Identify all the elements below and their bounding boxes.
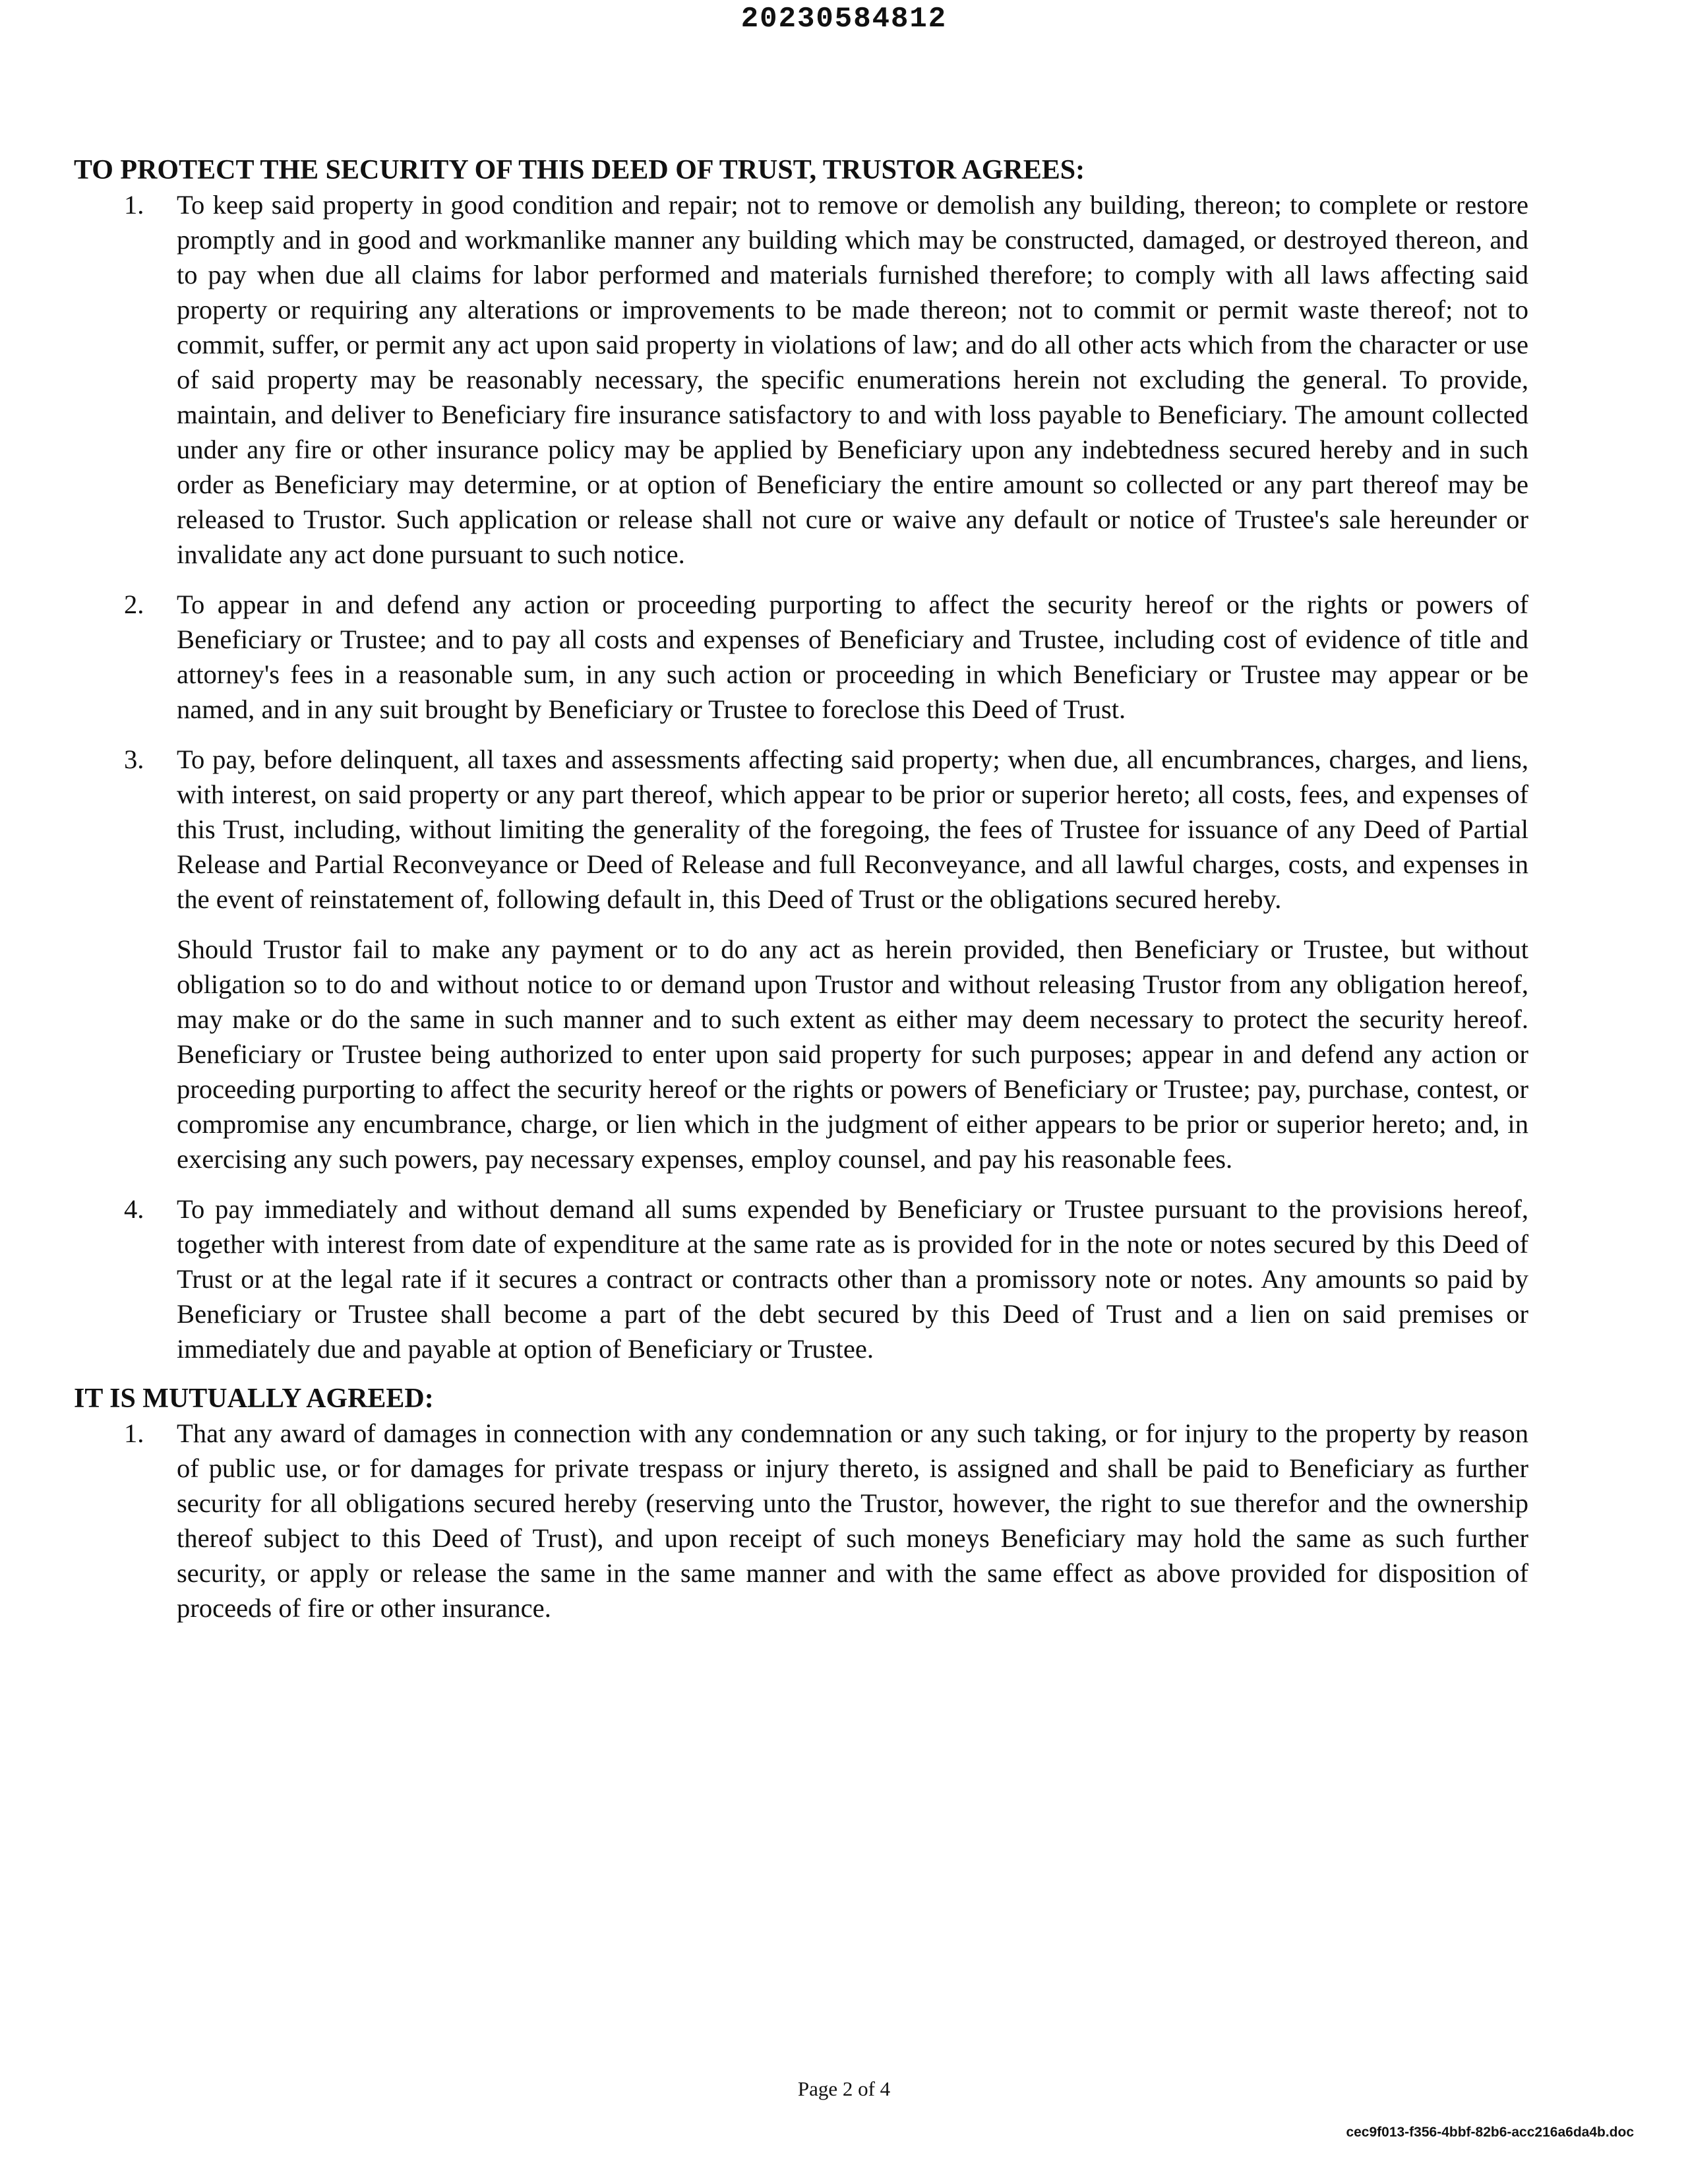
list-item [74, 1192, 1528, 1366]
item-number: 3. [124, 744, 144, 774]
document-body [74, 153, 1528, 1641]
item-subparagraph: Should Trustor fail to make any payment or to do any act as herein provided, then Beneficiary or Trustee, but without obligation so to do and without notice to or demand upon Trustor and without releasing Trustor from any obligation hereof, may make or do the same in such manner and to such extent as either may deem necessary to protect the security hereof. Beneficiary or Trustee being authorized to enter upon said property for such purposes; appear in and defend any action or proceeding purporting to affect the security hereof or the rights or powers of Beneficiary or Trustee; pay, purchase, contest, or compromise any encumbrance, charge, or lien which in the judgment of either appears to be prior or superior hereto; and, in exercising any such powers, pay necessary expenses, employ counsel, and pay his reasonable fees. [177, 934, 1528, 1174]
item-number: 1. [124, 190, 144, 220]
file-name: cec9f013-f356-4bbf-82b6-acc216a6da4b.doc [1346, 2125, 1634, 2140]
list-item [74, 187, 1528, 572]
item-number: 1. [124, 1418, 144, 1448]
item-number: 4. [124, 1194, 144, 1224]
item-number: 2. [124, 590, 144, 619]
trustor-agrees-list [74, 187, 1528, 1366]
list-item [74, 742, 1528, 1176]
page-number: Page 2 of 4 [797, 2077, 891, 2100]
item-text: To appear in and defend any action or proceeding purporting to affect the security hereof or the rights or powers of Beneficiary or Trustee; and to pay all costs and expenses of Beneficiary and Trustee, including cost of evidence of title and attorney's fees in a reasonable sum, in any such action or proceeding in which Beneficiary or Trustee may appear or be named, and in any suit brought by Beneficiary or Trustee to foreclose this Deed of Trust. [177, 590, 1528, 724]
item-text: To keep said property in good condition and repair; not to remove or demolish any building, thereon; to complete or restore promptly and in good and workmanlike manner any building which may be constructed, damaged, or destroyed thereon, and to pay when due all claims for labor performed and materials furnished therefore; to comply with all laws affecting said property or requiring any alterations or improvements to be made thereon; not to commit or permit waste thereof; not to commit, suffer, or permit any act upon said property in violations of law; and do all other acts which from the character or use of said property may be reasonably necessary, the specific enumerations herein not excluding the general. To provide, maintain, and deliver to Beneficiary fire insurance satisfactory to and with loss payable to Beneficiary. The amount collected under any fire or other insurance policy may be applied by Beneficiary upon any indebtedness secured hereby and in such order as Beneficiary may determine, or at option of Beneficiary the entire amount so collected or any part thereof may be released to Trustor. Such application or release shall not cure or waive any default or notice of Trustee's sale hereunder or invalidate any act done pursuant to such notice. [177, 190, 1528, 569]
item-text: That any award of damages in connection with any condemnation or any such taking, or for injury to the property by reason of public use, or for damages for private trespass or injury thereto, is assigned and shall be paid to Beneficiary as further security for all obligations secured hereby (reserving unto the Trustor, however, the right to sue therefor and the ownership thereof subject to this Deed of Trust), and upon receipt of such moneys Beneficiary may hold the same as such further security, or apply or release the same in the same manner and with the same effect as above provided for disposition of proceeds of fire or other insurance. [177, 1418, 1528, 1623]
item-text: To pay immediately and without demand all sums expended by Beneficiary or Trustee pursuant to the provisions hereof, together with interest from date of expenditure at the same rate as is provided for in the note or notes secured by this Deed of Trust or at the legal rate if it secures a contract or contracts other than a promissory note or notes. Any amounts so paid by Beneficiary or Trustee shall become a part of the debt secured by this Deed of Trust and a lien on said premises or immediately due and payable at option of Beneficiary or Trustee. [177, 1194, 1528, 1364]
section-heading-trustor-agrees: TO PROTECT THE SECURITY OF THIS DEED OF TRUST, TRUSTOR AGREES: [74, 155, 1085, 185]
document-number: 20230584812 [740, 3, 948, 36]
item-text: To pay, before delinquent, all taxes and assessments affecting said property; when due, all encumbrances, charges, and liens, with interest, on said property or any part thereof, which appear to be prior or superior hereto; all costs, fees, and expenses of this Trust, including, without limiting the generality of the foregoing, the fees of Trustee for issuance of any Deed of Partial Release and Partial Reconveyance or Deed of Release and full Reconveyance, and all lawful charges, costs, and expenses in the event of reinstatement of, following default in, this Deed of Trust or the obligations secured hereby. [177, 744, 1528, 914]
section-heading-mutually-agreed: IT IS MUTUALLY AGREED: [74, 1383, 434, 1414]
list-item [74, 587, 1528, 727]
list-item [74, 1416, 1528, 1625]
mutually-agreed-list [74, 1416, 1528, 1625]
